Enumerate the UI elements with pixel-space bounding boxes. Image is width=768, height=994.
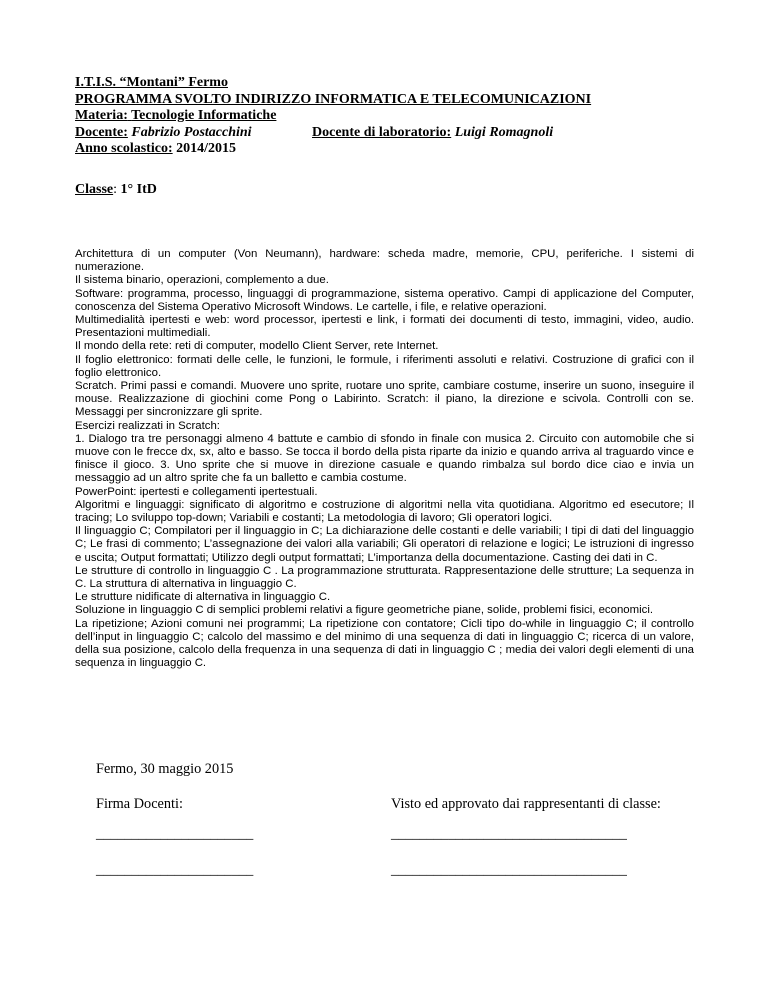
teacher-line: [75, 125, 695, 142]
paragraph: Scratch. Primi passi e comandi. Muovere uno sprite, ruotare uno sprite, cambiare costume, inserire un suono, inseguire il mouse. Realizzazione di giochini come Pong o Labirinto. Scratch: il piano, la direzione e scivola. Controlli con se. Messaggi per sincronizzare gli sprite.: [75, 380, 694, 419]
subject-label: Materia:: [75, 108, 128, 123]
paragraph: PowerPoint: ipertesti e collegamenti ipertestuali.: [75, 485, 318, 498]
teachers-signature-label: Firma Docenti:: [96, 796, 183, 812]
representative-signature-line: _________________________________: [391, 862, 627, 878]
teacher-signature-line: ______________________: [96, 826, 254, 842]
paragraph: Esercizi realizzati in Scratch:: [75, 419, 220, 432]
lab-teacher-label: Docente di laboratorio:: [312, 124, 452, 140]
lab-teacher: [312, 125, 553, 142]
teacher-label: Docente:: [75, 124, 128, 140]
paragraph: Le strutture nidificate di alternativa in linguaggio C.: [75, 591, 331, 604]
document-header: [75, 75, 695, 158]
paragraph: Soluzione in linguaggio C di semplici problemi relativi a figure geometriche piane, solide, problemi fisici, economici.: [75, 604, 654, 617]
paragraph: 1. Dialogo tra tre personaggi almeno 4 battute e cambio di sfondo in finale con musica 2. Circuito con automobile che si muove con le frecce dx, sx, alto e basso. Se tocca il bordo della pista riparte da inizio e quando arriva al traguardo vince e finisce il gioco. 3. Uno sprite che si muove in direzione casuale e quando rimbalza sul bordo dice ciao e invia un messaggio ad un altro sprite che fa un balletto e cambia costume.: [75, 432, 694, 485]
class-separator: :: [113, 182, 121, 197]
subject-line: [75, 108, 695, 125]
paragraph: Il linguaggio C; Compilatori per il linguaggio in C; La dichiarazione delle costanti e delle variabili; I tipi di dati del linguaggio C; Le frasi di commento; L’assegnazione dei valori alla variabili; Gli operatori di relazione e logici; Le istruzioni di ingresso e uscita; Output formattati; Utilizzo degli output formattati; L’importanza della documentazione. Casting dei dati in C.: [75, 525, 694, 564]
representative-signature-line: _________________________________: [391, 826, 627, 842]
paragraph: Software: programma, processo, linguaggi di programmazione, sistema operativo. Campi di applicazione del Computer, conoscenza del Sistema Operativo Microsoft Windows. Le cartelle, i file, e relative operazioni.: [75, 287, 694, 313]
place-date: Fermo, 30 maggio 2015: [96, 761, 234, 777]
class-value: 1° ItD: [120, 182, 157, 197]
program-title: PROGRAMMA SVOLTO INDIRIZZO INFORMATICA E TELECOMUNICAZIONI: [75, 91, 592, 107]
paragraph: Multimedialità ipertesti e web: word processor, ipertesti e link, i formati dei documenti di testo, immagini, video, audio. Presentazioni multimediali.: [75, 314, 694, 340]
paragraph: Il foglio elettronico: formati delle celle, le funzioni, le formule, i riferimenti assoluti e relativi. Costruzione di grafici con il foglio elettronico.: [75, 353, 694, 379]
year-value: 2014/2015: [176, 141, 237, 156]
paragraph: Le strutture di controllo in linguaggio C . La programmazione strutturata. Rappresentazione delle strutture; La sequenza in C. La struttura di alternativa in linguaggio C.: [75, 564, 694, 591]
class-label: Classe: [75, 182, 114, 197]
teacher-signature-line: ______________________: [96, 862, 254, 878]
paragraph: Algoritmi e linguaggi: significato di algoritmo e costruzione di algoritmi nella vita quotidiana. Algoritmo ed esecutore; Il tracing; Lo sviluppo top-down; Variabili e costanti; La metodologia di lavoro; Gli operatori logici.: [75, 498, 694, 525]
year-line: [75, 141, 695, 158]
school-name: I.T.I.S. “Montani” Fermo: [75, 75, 228, 90]
paragraph: La ripetizione; Azioni comuni nei programmi; La ripetizione con contatore; Cicli tipo do-while in linguaggio C; il controllo dell’input in linguaggio C; calcolo del massimo e del minimo di una sequenza di dati in linguaggio C; ricerca di un valore, della sua posizione, calcolo della frequenza in una sequenza di dati in linguaggio C ; media dei valori degli elementi di una sequenza in linguaggio C.: [75, 617, 694, 670]
paragraph: Architettura di un computer (Von Neumann), hardware: scheda madre, memorie, CPU, periferiche. I sistemi di numerazione.: [75, 248, 694, 274]
approval-label: Visto ed approvato dai rappresentanti di classe:: [391, 796, 661, 812]
subject-value: Tecnologie Informatiche: [131, 108, 277, 123]
paragraph: Il sistema binario, operazioni, complemento a due.: [75, 274, 329, 287]
paragraph: Il mondo della rete: reti di computer, modello Client Server, rete Internet.: [75, 340, 439, 353]
year-label: Anno scolastico:: [75, 141, 173, 156]
teacher-value: Fabrizio Postacchini: [131, 124, 252, 140]
lab-teacher-value: Luigi Romagnoli: [454, 124, 554, 140]
program-content: [75, 248, 694, 671]
class-line: [75, 181, 157, 198]
